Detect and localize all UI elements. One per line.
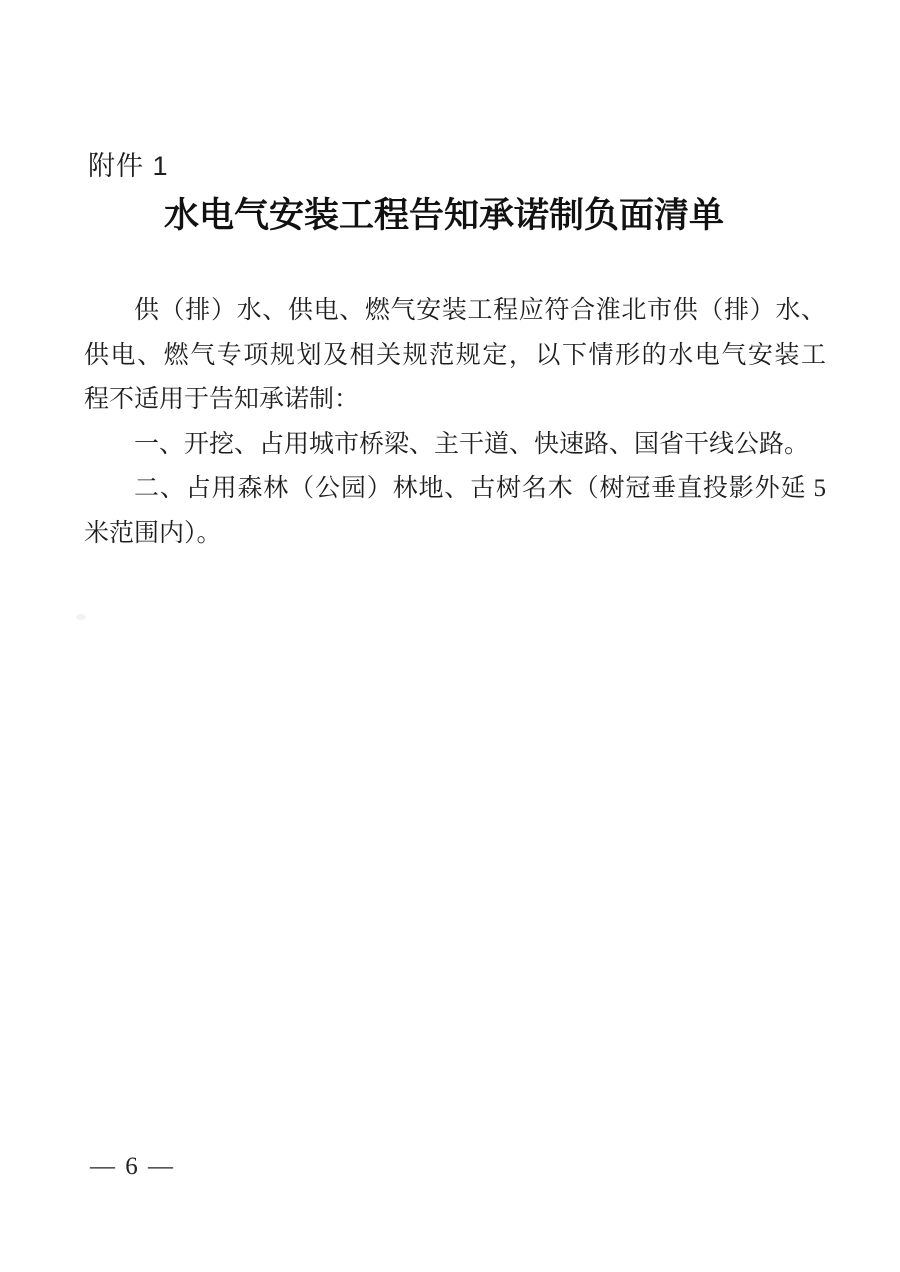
paragraph-1-line-3: 程不适用于告知承诺制： <box>84 386 360 413</box>
list-item-1: 一、开挖、占用城市桥梁、主干道、快速路、国省干线公路。 <box>134 430 810 458</box>
paragraph-1-line-2: 供电、燃气专项规划及相关规范规定，以下情形的水电气安装工 <box>84 341 826 369</box>
page-number: — 6 — <box>90 1153 175 1180</box>
attachment-label: 附件 1 <box>88 151 169 181</box>
list-item-2-line-2: 米范围内）。 <box>84 519 222 547</box>
paragraph-1-line-1: 供（排）水、供电、燃气安装工程应符合淮北市供（排）水、 <box>134 297 826 324</box>
document-body <box>84 289 826 556</box>
scan-artifact <box>76 614 86 620</box>
document-title: 水电气安装工程告知承诺制负面清单 <box>163 196 724 235</box>
list-item-2-line-1: 二、占用森林（公园）林地、古树名木（树冠垂直投影外延 5 <box>134 475 826 502</box>
